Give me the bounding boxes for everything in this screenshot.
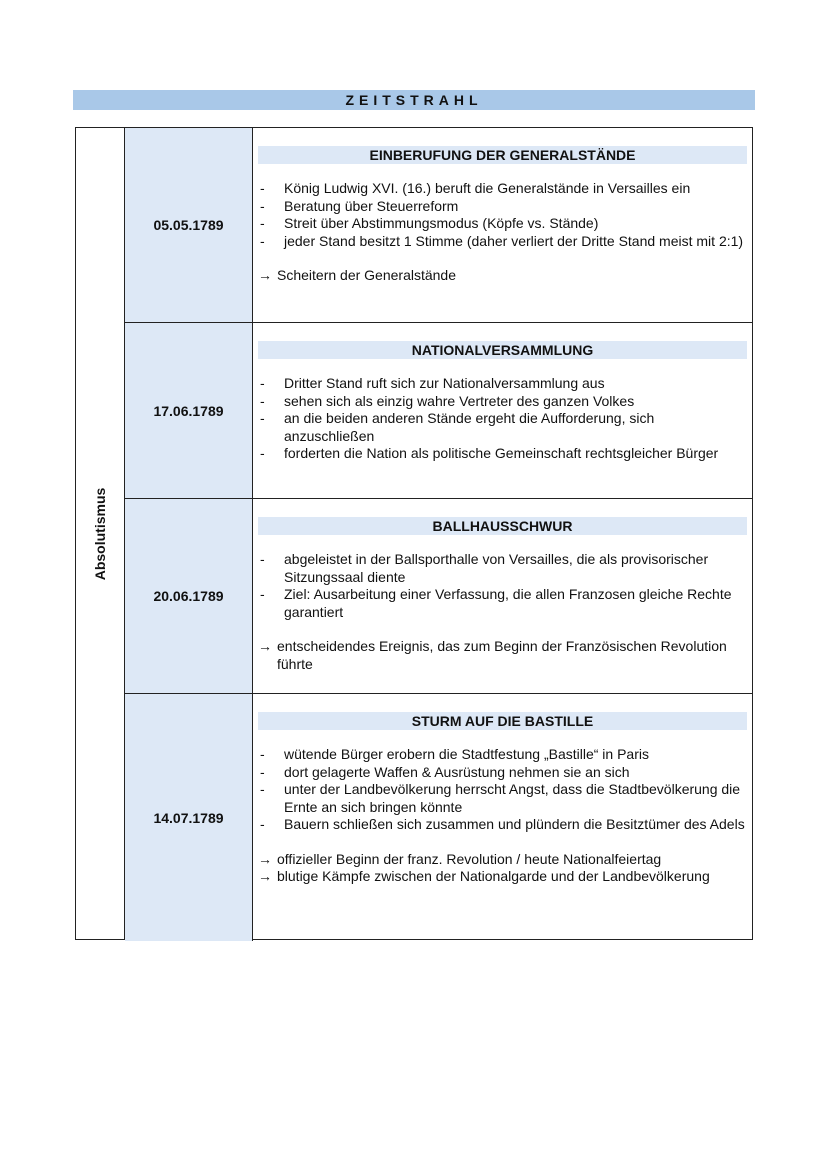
conclusion-text: entscheidendes Ereignis, das zum Beginn der Französischen Revolution führte xyxy=(277,638,727,672)
event-bullet: - wütende Bürger erobern die Stadtfestung „Bastille“ in Paris xyxy=(258,746,747,764)
arrow-right-icon: → xyxy=(258,850,272,867)
page-title: ZEITSTRAHL xyxy=(73,90,755,110)
conclusion-line xyxy=(258,267,747,285)
event-content xyxy=(253,694,752,941)
event-bullet: - Dritter Stand ruft sich zur Nationalversammlung aus xyxy=(258,375,747,393)
event-bullet: - abgeleistet in der Ballsporthalle von Versailles, die als provisorischer Sitzungssaal diente xyxy=(258,551,747,586)
event-bullet-list xyxy=(258,180,747,250)
event-date: 20.06.1789 xyxy=(125,499,253,693)
event-bullet: - sehen sich als einzig wahre Vertreter des ganzen Volkes xyxy=(258,393,747,411)
event-bullet-list xyxy=(258,551,747,621)
event-bullet-list xyxy=(258,375,747,463)
event-date: 17.06.1789 xyxy=(125,323,253,498)
event-content xyxy=(253,499,752,693)
event-bullet-list xyxy=(258,746,747,834)
event-date: 14.07.1789 xyxy=(125,694,253,941)
conclusion-line xyxy=(258,638,747,673)
event-title: NATIONALVERSAMMLUNG xyxy=(258,341,747,359)
arrow-right-icon: → xyxy=(258,638,272,654)
event-row xyxy=(125,128,752,323)
timeline-rows xyxy=(125,128,752,939)
event-bullet: - Ziel: Ausarbeitung einer Verfassung, die allen Franzosen gleiche Rechte garantiert xyxy=(258,586,747,621)
arrow-right-icon: → xyxy=(258,267,272,283)
event-row xyxy=(125,499,752,694)
era-column xyxy=(76,128,125,939)
event-bullet: - forderten die Nation als politische Gemeinschaft rechtsgleicher Bürger xyxy=(258,445,747,463)
event-content xyxy=(253,128,752,322)
event-conclusion xyxy=(258,851,747,886)
arrow-right-icon: → xyxy=(258,868,272,884)
event-date: 05.05.1789 xyxy=(125,128,253,322)
conclusion-line xyxy=(258,868,747,886)
event-bullet: - dort gelagerte Waffen & Ausrüstung nehmen sie an sich xyxy=(258,764,747,782)
timeline-table xyxy=(75,127,753,940)
event-bullet: - unter der Landbevölkerung herrscht Angst, dass die Stadtbevölkerung die Ernte an sich bringen könnte xyxy=(258,781,747,816)
conclusion-text: offizieller Beginn der franz. Revolution / heute Nationalfeiertag xyxy=(277,850,662,867)
event-bullet: - Beratung über Steuerreform xyxy=(258,198,747,216)
conclusion-text: blutige Kämpfe zwischen der Nationalgarde und der Landbevölkerung xyxy=(277,868,710,884)
event-bullet: - König Ludwig XVI. (16.) beruft die Generalstände in Versailles ein xyxy=(258,180,747,198)
event-bullet: - jeder Stand besitzt 1 Stimme (daher verliert der Dritte Stand meist mit 2:1) xyxy=(258,233,747,251)
event-title: BALLHAUSSCHWUR xyxy=(258,517,747,535)
event-bullet: - Bauern schließen sich zusammen und plündern die Besitztümer des Adels xyxy=(258,816,747,834)
era-label: Absolutismus xyxy=(92,487,108,580)
event-conclusion xyxy=(258,638,747,673)
event-bullet: - an die beiden anderen Stände ergeht die Aufforderung, sich anzuschließen xyxy=(258,410,747,445)
event-row xyxy=(125,694,752,941)
event-conclusion xyxy=(258,267,747,285)
conclusion-line xyxy=(258,851,747,869)
event-bullet: - Streit über Abstimmungsmodus (Köpfe vs. Stände) xyxy=(258,215,747,233)
conclusion-text: Scheitern der Generalstände xyxy=(277,267,456,283)
event-title: EINBERUFUNG DER GENERALSTÄNDE xyxy=(258,146,747,164)
event-content xyxy=(253,323,752,498)
event-row xyxy=(125,323,752,499)
event-title: STURM AUF DIE BASTILLE xyxy=(258,712,747,730)
